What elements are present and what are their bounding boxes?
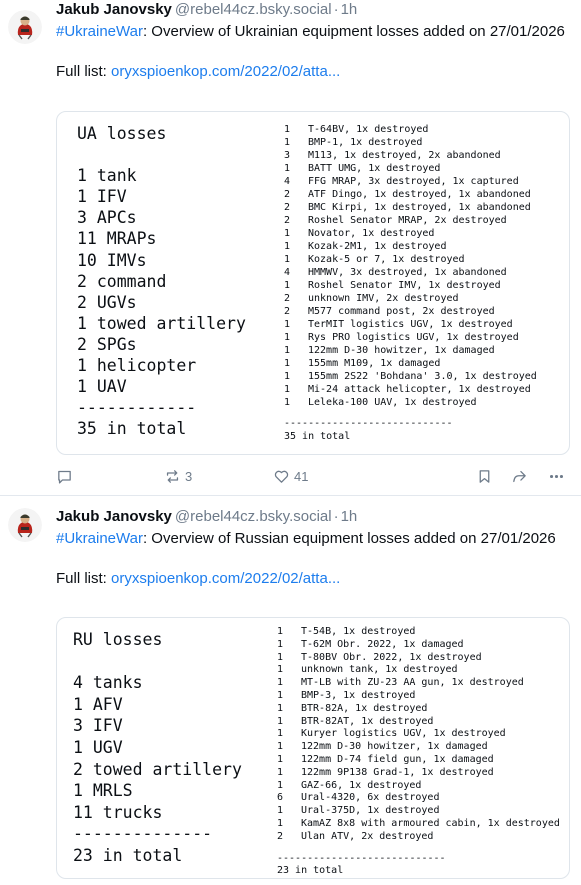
detail-text: 155mm M109, 1x damaged [308, 358, 441, 369]
heart-icon [273, 468, 290, 485]
detail-count: 1 [277, 689, 284, 701]
detail-separator: ---------------------------- [277, 852, 446, 864]
detail-count: 1 [284, 397, 291, 408]
detail-row [284, 292, 537, 305]
more-dots-icon [548, 468, 565, 485]
detail-count: 1 [284, 280, 291, 291]
author-name[interactable]: Jakub Janovsky [56, 508, 172, 525]
detail-text: 122mm 9P138 Grad-1, 1x destroyed [301, 766, 494, 778]
detail-total: 23 in total [277, 865, 344, 877]
hashtag-link[interactable]: #UkraineWar [56, 530, 143, 547]
detail-count: 1 [284, 241, 291, 252]
summary-title: RU losses [73, 630, 163, 649]
summary-line: -------------- [73, 824, 213, 844]
full-list-link[interactable]: oryxspioenkop.com/2022/02/atta... [111, 570, 341, 587]
detail-row [284, 318, 537, 331]
detail-text: GAZ-66, 1x destroyed [301, 779, 422, 791]
post-text [56, 22, 571, 42]
summary-line: 1 IFV [77, 187, 127, 207]
detail-text: BMP-1, 1x destroyed [308, 137, 423, 148]
detail-text: Ural-375D, 1x destroyed [301, 805, 440, 817]
detail-count: 1 [277, 638, 284, 650]
summary-list [77, 165, 246, 439]
detail-count: 2 [284, 215, 291, 226]
summary-line: ------------ [77, 398, 197, 418]
detail-count: 1 [277, 664, 284, 676]
detail-row [277, 652, 560, 665]
detail-count: 2 [284, 293, 291, 304]
detail-text: 155mm 2S22 'Bohdana' 3.0, 1x destroyed [308, 371, 537, 382]
author-handle[interactable]: @rebel44cz.bsky.social [174, 1, 332, 18]
detail-row [277, 703, 560, 716]
detail-row [277, 728, 560, 741]
summary-line: 1 helicopter [77, 356, 197, 376]
summary-column [77, 123, 246, 439]
detail-text: unknown tank, 1x destroyed [301, 664, 458, 676]
detail-text: Roshel Senator IMV, 1x destroyed [308, 280, 501, 291]
detail-row [284, 188, 537, 201]
full-list-label: Full list: [56, 63, 112, 80]
full-list-line [56, 62, 571, 82]
detail-separator: ---------------------------- [284, 418, 453, 429]
detail-text: BMP-3, 1x destroyed [301, 689, 416, 701]
detail-count: 1 [277, 779, 284, 791]
detail-text: Kozak-2M1, 1x destroyed [308, 241, 447, 252]
post-time[interactable]: 1h [340, 1, 358, 18]
detail-row [284, 305, 537, 318]
detail-text: T-54B, 1x destroyed [301, 626, 416, 637]
detail-count: 1 [277, 741, 284, 753]
detail-text: BTR-82AT, 1x destroyed [301, 715, 434, 727]
detail-text: M577 command post, 2x destroyed [308, 306, 495, 317]
detail-row [284, 357, 537, 370]
detail-count: 2 [284, 189, 291, 200]
detail-row [284, 214, 537, 227]
repost-arrows-icon [164, 468, 181, 485]
detail-count: 2 [284, 306, 291, 317]
header-separator: · [333, 1, 339, 18]
detail-count: 1 [284, 163, 291, 174]
detail-row [277, 805, 560, 818]
detail-text: M113, 1x destroyed, 2x abandoned [308, 150, 501, 161]
detail-count: 1 [284, 319, 291, 330]
detail-count: 1 [284, 137, 291, 148]
speech-bubble-icon [56, 468, 73, 485]
detail-count: 1 [284, 228, 291, 239]
post-actions [56, 466, 571, 486]
detail-count: 2 [277, 830, 284, 842]
detail-text: Kuryer logistics UGV, 1x destroyed [301, 728, 506, 740]
detail-count: 1 [277, 805, 284, 817]
post-text-body: : Overview of Ukrainian equipment losses added on 27/01/2026 [142, 23, 565, 40]
image-embed[interactable] [56, 111, 570, 455]
detail-text: KamAZ 8x8 with armoured cabin, 1x destroyed [301, 817, 560, 829]
detail-count: 6 [277, 792, 284, 804]
summary-line: 1 tank [77, 166, 137, 186]
summary-line: 35 in total [77, 419, 187, 439]
detail-row [284, 396, 537, 409]
detail-count: 1 [284, 254, 291, 265]
detail-text: BTR-82A, 1x destroyed [301, 702, 428, 714]
detail-row [284, 279, 537, 292]
image-embed[interactable] [56, 617, 570, 879]
detail-total: 35 in total [284, 431, 351, 442]
detail-text: Roshel Senator MRAP, 2x destroyed [308, 215, 507, 226]
summary-line: 1 MRLS [73, 781, 133, 801]
summary-line: 1 UGV [73, 737, 123, 757]
detail-list [284, 123, 537, 409]
detail-text: BATT UMG, 1x destroyed [308, 163, 441, 174]
summary-list [73, 672, 242, 866]
hashtag-link[interactable]: #UkraineWar [56, 23, 143, 40]
detail-text: 122mm D-74 field gun, 1x damaged [301, 753, 494, 765]
detail-count: 2 [284, 202, 291, 213]
summary-line: 23 in total [73, 845, 183, 865]
detail-row [277, 677, 560, 690]
detail-count: 1 [284, 371, 291, 382]
detail-count: 1 [284, 332, 291, 343]
detail-count: 1 [277, 753, 284, 765]
share-button[interactable] [511, 466, 528, 486]
summary-line: 4 tanks [73, 673, 143, 693]
detail-row [277, 690, 560, 703]
detail-list [277, 626, 560, 844]
detail-text: MT-LB with ZU-23 AA gun, 1x destroyed [301, 677, 524, 689]
detail-text: Mi-24 attack helicopter, 1x destroyed [308, 384, 531, 395]
detail-count: 4 [284, 267, 291, 278]
detail-count: 1 [277, 715, 284, 727]
detail-row [284, 149, 537, 162]
share-arrow-icon [511, 468, 528, 485]
detail-row [277, 716, 560, 729]
full-list-link[interactable]: oryxspioenkop.com/2022/02/atta... [111, 63, 341, 80]
avatar-figure-icon [8, 10, 42, 44]
detail-count: 1 [277, 728, 284, 740]
detail-column [284, 123, 537, 443]
detail-text: Leleka-100 UAV, 1x destroyed [308, 397, 477, 408]
detail-count: 1 [284, 384, 291, 395]
detail-count: 1 [277, 702, 284, 714]
detail-text: unknown IMV, 2x destroyed [308, 293, 459, 304]
detail-row [277, 741, 560, 754]
post-text-body: : Overview of Russian equipment losses added on 27/01/2026 [142, 530, 556, 547]
detail-count: 3 [284, 150, 291, 161]
detail-count: 1 [277, 766, 284, 778]
detail-row [284, 162, 537, 175]
post-body [56, 507, 571, 589]
detail-text: T-62M Obr. 2022, 1x damaged [301, 638, 464, 650]
reply-button[interactable] [56, 466, 73, 486]
summary-line: 2 UGVs [77, 292, 137, 312]
detail-row [277, 767, 560, 780]
detail-row [277, 792, 560, 805]
detail-count: 1 [284, 345, 291, 356]
bookmark-icon [476, 468, 493, 485]
detail-row [284, 383, 537, 396]
detail-count: 1 [277, 651, 284, 663]
detail-text: BMC Kirpi, 1x destroyed, 1x abandoned [308, 202, 531, 213]
summary-line: 3 IFV [73, 716, 123, 736]
detail-text: 122mm D-30 howitzer, 1x damaged [301, 741, 488, 753]
detail-text: Kozak-5 or 7, 1x destroyed [308, 254, 465, 265]
summary-line: 2 towed artillery [73, 759, 242, 779]
detail-row [277, 831, 560, 844]
avatar-figure-icon [8, 508, 42, 542]
full-list-line [56, 569, 571, 589]
summary-line: 10 IMVs [77, 250, 147, 270]
detail-row [284, 266, 537, 279]
post-text [56, 529, 571, 549]
detail-text: ATF Dingo, 1x destroyed, 1x abandoned [308, 189, 531, 200]
detail-row [284, 331, 537, 344]
detail-column [277, 626, 560, 878]
post-header [56, 507, 571, 529]
detail-row [284, 123, 537, 136]
detail-count: 1 [277, 677, 284, 689]
like-button[interactable] [273, 466, 308, 486]
detail-row [277, 818, 560, 831]
post-body [56, 0, 571, 82]
detail-text: FFG MRAP, 3x destroyed, 1x captured [308, 176, 519, 187]
detail-count: 1 [284, 358, 291, 369]
detail-row [284, 175, 537, 188]
detail-row [284, 253, 537, 266]
summary-line: 11 trucks [73, 802, 163, 822]
detail-row [284, 227, 537, 240]
detail-text: Novator, 1x destroyed [308, 228, 435, 239]
detail-row [284, 240, 537, 253]
author-avatar[interactable] [8, 508, 42, 542]
header-separator: · [333, 508, 339, 525]
detail-row [277, 626, 560, 639]
detail-text: T-80BV Obr. 2022, 1x destroyed [301, 651, 482, 663]
summary-line: 1 UAV [77, 377, 127, 397]
summary-line: 2 command [77, 271, 167, 291]
detail-row [284, 370, 537, 383]
detail-row [277, 754, 560, 767]
bookmark-button[interactable] [476, 466, 493, 486]
detail-count: 4 [284, 176, 291, 187]
post-header [56, 0, 571, 22]
detail-text: TerMIT logistics UGV, 1x destroyed [308, 319, 513, 330]
summary-line: 11 MRAPs [77, 229, 157, 249]
detail-row [277, 639, 560, 652]
summary-line: 3 APCs [77, 208, 137, 228]
post-ru[interactable] [0, 497, 581, 885]
summary-line: 1 AFV [73, 694, 123, 714]
detail-text: Ulan ATV, 2x destroyed [301, 830, 434, 842]
detail-row [284, 201, 537, 214]
detail-text: 122mm D-30 howitzer, 1x damaged [308, 345, 495, 356]
summary-column [73, 629, 242, 867]
author-name[interactable]: Jakub Janovsky [56, 1, 172, 18]
full-list-label: Full list: [56, 570, 112, 587]
detail-row [284, 136, 537, 149]
detail-count: 1 [277, 817, 284, 829]
detail-count: 1 [277, 626, 284, 637]
post-time[interactable]: 1h [340, 508, 358, 525]
more-button[interactable] [548, 466, 565, 486]
detail-count: 1 [284, 124, 291, 135]
author-handle[interactable]: @rebel44cz.bsky.social [174, 508, 332, 525]
detail-row [277, 664, 560, 677]
summary-line: 1 towed artillery [77, 313, 246, 333]
detail-row [277, 780, 560, 793]
summary-line: 2 SPGs [77, 334, 137, 354]
detail-text: Rys PRO logistics UGV, 1x destroyed [308, 332, 519, 343]
detail-text: HMMWV, 3x destroyed, 1x abandoned [308, 267, 507, 278]
repost-count: 3 [185, 468, 193, 484]
summary-title: UA losses [77, 124, 167, 143]
detail-row [284, 344, 537, 357]
like-count: 41 [294, 468, 309, 484]
detail-text: Ural-4320, 6x destroyed [301, 792, 440, 804]
author-avatar[interactable] [8, 10, 42, 44]
detail-text: T-64BV, 1x destroyed [308, 124, 429, 135]
repost-button[interactable] [164, 466, 192, 486]
